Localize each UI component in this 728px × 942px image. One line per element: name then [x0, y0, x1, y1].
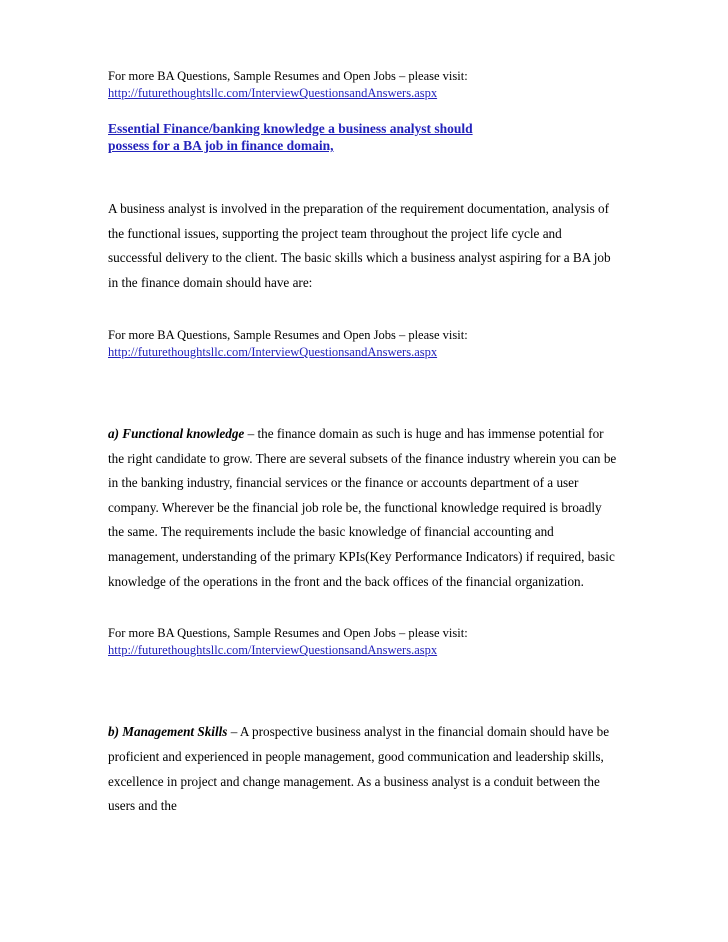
- section-a-text: the finance domain as such is huge and has immense potential for the right candidate to grow. There are several subsets of the finance industry wherein you can be in the banking industry, financial services or the finance or accounts department of a user company. Wherever be the financial job role be, the functional knowledge required is broadly the same. The requirements include the basic knowledge of financial accounting and management, understanding of the primary KPIs(Key Performance Indicators) if required, basic knowledge of the operations in the front and the back offices of the financial organization.: [108, 425, 617, 589]
- intro-paragraph: A business analyst is involved in the preparation of the requirement documentation, analysis of the functional issues, supporting the project team throughout the project life cycle and successful delivery to the client. The basic skills which a business analyst aspiring for a BA job in the finance domain should have are:: [108, 201, 611, 290]
- promo-block-middle: [108, 327, 618, 361]
- section-b-lead: b) Management Skills: [108, 724, 228, 740]
- spacer: [108, 309, 618, 327]
- spacer: [108, 659, 618, 707]
- promo-block-top: [108, 68, 618, 102]
- promo-text-bottom: For more BA Questions, Sample Resumes and Open Jobs – please visit:: [108, 626, 468, 641]
- promo-block-bottom: [108, 625, 618, 659]
- spacer: [108, 102, 618, 120]
- promo-text-middle: For more BA Questions, Sample Resumes and Open Jobs – please visit:: [108, 327, 468, 342]
- section-a-lead: a) Functional knowledge: [108, 425, 245, 441]
- section-b-text: A prospective business analyst in the financial domain should have be proficient and experienced in people management, good communication and leadership skills, excellence in project and change management. As a business analyst is a conduit between the users and the: [108, 724, 610, 814]
- document-heading: [108, 120, 618, 154]
- section-b-paragraph: [108, 720, 618, 818]
- promo-link-bottom[interactable]: http://futurethoughtsllc.com/InterviewQuestionsandAnswers.aspx: [108, 643, 438, 658]
- promo-link-middle[interactable]: http://futurethoughtsllc.com/InterviewQuestionsandAnswers.aspx: [108, 344, 438, 359]
- heading-line-2: possess for a BA job in finance domain,: [108, 138, 334, 153]
- spacer: [108, 607, 618, 625]
- promo-text-top: For more BA Questions, Sample Resumes and Open Jobs – please visit:: [108, 69, 468, 83]
- spacer: [108, 154, 618, 184]
- section-a-dash: –: [244, 425, 258, 441]
- spacer: [108, 361, 618, 409]
- promo-link-top[interactable]: http://futurethoughtsllc.com/InterviewQuestionsandAnswers.aspx: [108, 86, 438, 100]
- section-a-paragraph: [108, 422, 618, 594]
- heading-line-1: Essential Finance/banking knowledge a business analyst should: [108, 121, 473, 136]
- section-b-dash: –: [227, 724, 240, 740]
